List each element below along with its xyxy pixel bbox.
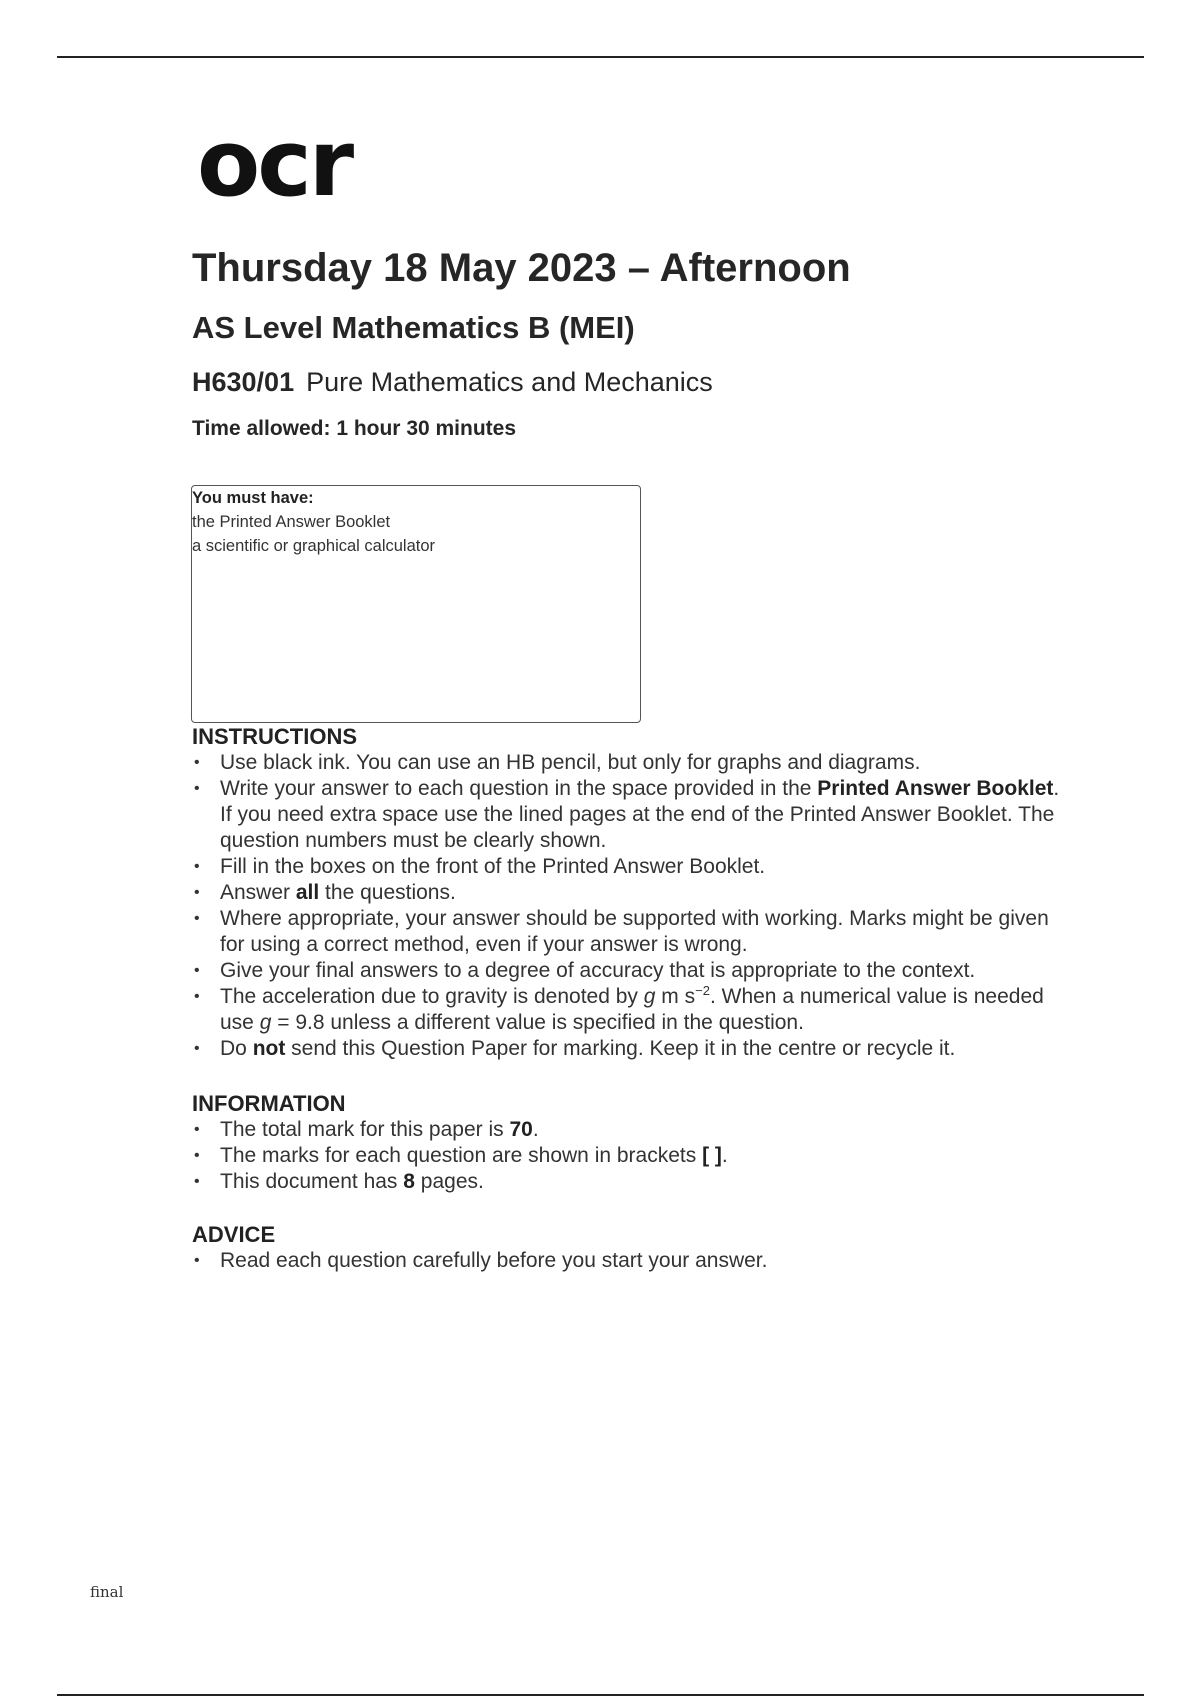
list-item: • This document has 8 pages. [192,1169,1072,1195]
must-have-item: a scientific or graphical calculator [192,537,436,555]
list-item: • Fill in the boxes on the front of the Printed Answer Booklet. [192,854,1072,880]
must-have-heading: You must have: [192,489,314,507]
list-item: • The total mark for this paper is 70. [192,1117,1072,1143]
information-section [192,1091,1072,1195]
bottom-rule [57,1694,1144,1696]
instructions-section [192,724,1072,1062]
list-item: • Read each question carefully before you start your answer. [192,1248,1072,1274]
footer-note: final [90,1583,124,1601]
advice-list [192,1248,1072,1274]
paper-line [192,369,713,396]
instructions-list [192,750,1072,1062]
list-item: • Give your final answers to a degree of accuracy that is appropriate to the context. [192,958,1072,984]
list-item: • The acceleration due to gravity is denoted by g m $s^{-2}$. When a numerical value is needed use g = 9.8 unless a different value is specified in the question. [192,984,1072,1036]
paper-title: Pure Mathematics and Mechanics [306,367,713,397]
must-have-box [191,485,641,723]
must-have-item: the Printed Answer Booklet [192,513,391,531]
information-heading: INFORMATION [192,1091,346,1116]
instructions-heading: INSTRUCTIONS [192,724,357,749]
ocr-logo: ocr [197,110,352,217]
list-item: • Do not send this Question Paper for marking. Keep it in the centre or recycle it. [192,1036,1072,1062]
paper-code: H630/01 [192,367,295,397]
exam-date: Thursday 18 May 2023 – Afternoon [192,246,851,290]
list-item: • Answer all the questions. [192,880,1072,906]
list-item: • Write your answer to each question in the space provided in the Printed Answer Booklet. If you need extra space use the lined pages at the end of the Printed Answer Booklet. The question numbers must be clearly shown. [192,776,1072,854]
time-allowed: Time allowed: 1 hour 30 minutes [192,417,517,440]
list-item: • Use black ink. You can use an HB pencil, but only for graphs and diagrams. [192,750,1072,776]
list-item: • Where appropriate, your answer should be supported with working. Marks might be given for using a correct method, even if your answer is wrong. [192,906,1072,958]
advice-heading: ADVICE [192,1222,276,1247]
advice-section [192,1222,1072,1274]
list-item: • The marks for each question are shown in brackets [ ]. [192,1143,1072,1169]
qualification-title: AS Level Mathematics B (MEI) [192,310,635,345]
information-list [192,1117,1072,1195]
top-rule [57,56,1144,58]
